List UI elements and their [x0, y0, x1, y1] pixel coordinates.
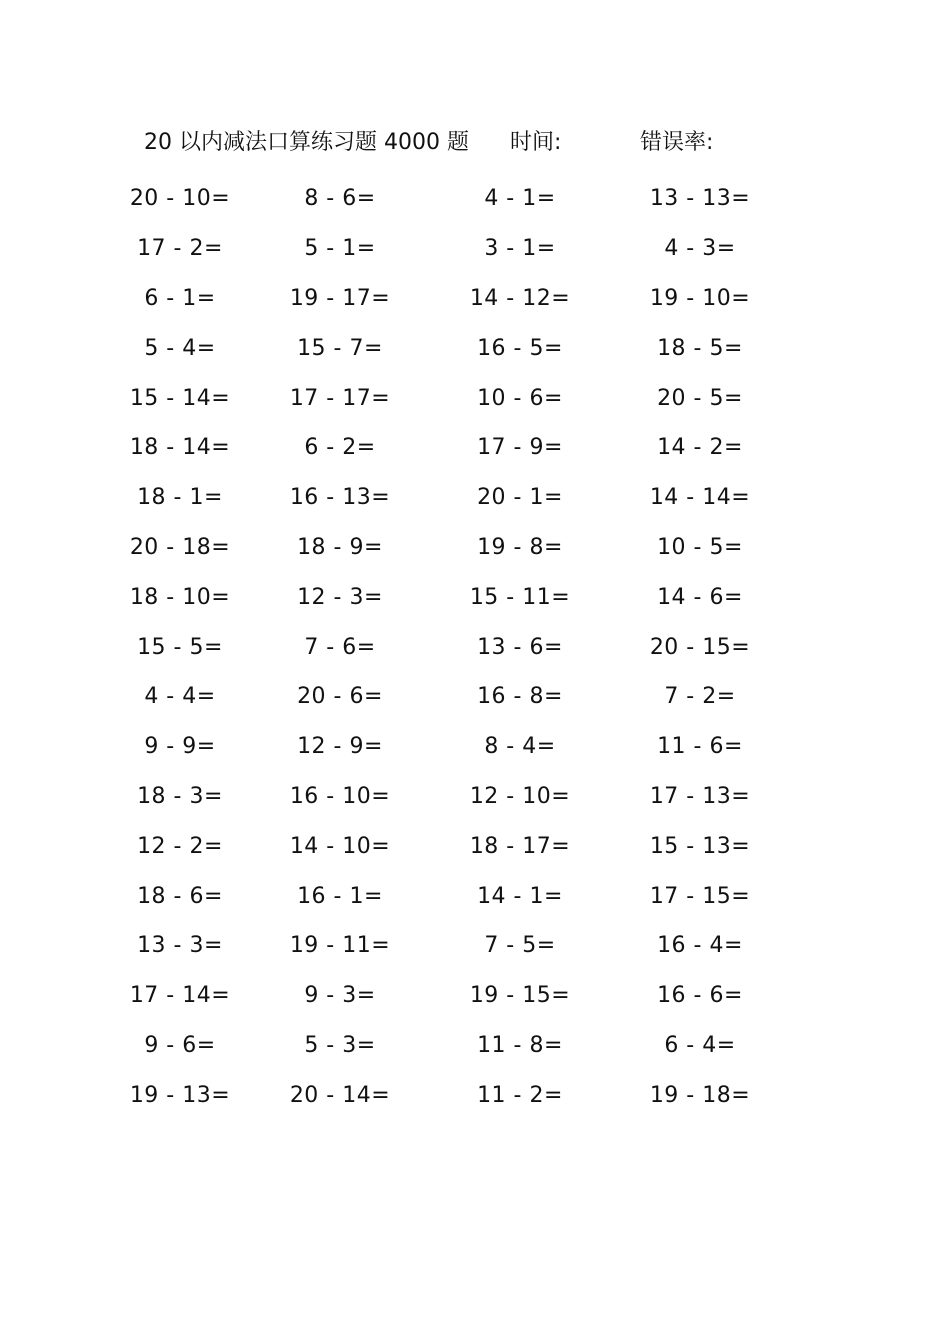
problem-item: 19 - 17= [289, 285, 391, 311]
problem-item: 11 - 8= [477, 1032, 563, 1058]
problem-item: 7 - 2= [664, 684, 736, 710]
problem-item: 8 - 4= [484, 734, 556, 760]
problem-item: 18 - 9= [297, 534, 383, 560]
problem-item: 7 - 6= [304, 634, 376, 660]
problem-item: 8 - 6= [304, 186, 376, 212]
problem-item: 15 - 5= [137, 634, 223, 660]
problem-item: 19 - 10= [649, 285, 751, 311]
problem-item: 20 - 6= [297, 684, 383, 710]
problem-row [110, 572, 830, 622]
problem-item: 17 - 17= [289, 385, 391, 411]
problem-item: 11 - 2= [477, 1082, 563, 1108]
problem-item: 17 - 9= [477, 435, 563, 461]
problem-item: 3 - 1= [484, 236, 556, 262]
problem-row [110, 672, 830, 722]
problem-row [110, 423, 830, 473]
problem-item: 13 - 6= [477, 634, 563, 660]
problem-item: 4 - 3= [664, 236, 736, 262]
problem-row [110, 871, 830, 921]
problem-item: 16 - 4= [657, 933, 743, 959]
problem-item: 18 - 3= [137, 783, 223, 809]
problem-item: 12 - 3= [297, 584, 383, 610]
problem-item: 4 - 4= [144, 684, 216, 710]
problem-item: 15 - 11= [469, 584, 571, 610]
problem-item: 18 - 14= [129, 435, 231, 461]
problem-row [110, 722, 830, 772]
problem-row [110, 622, 830, 672]
problem-item: 12 - 2= [137, 833, 223, 859]
problem-item: 20 - 10= [129, 186, 231, 212]
problem-row [110, 523, 830, 573]
problem-item: 6 - 1= [144, 285, 216, 311]
problem-item: 11 - 6= [657, 734, 743, 760]
problem-item: 9 - 3= [304, 983, 376, 1009]
problem-item: 18 - 10= [129, 584, 231, 610]
problem-item: 4 - 1= [484, 186, 556, 212]
problem-row [110, 174, 830, 224]
problem-item: 19 - 13= [129, 1082, 231, 1108]
problem-item: 7 - 5= [484, 933, 556, 959]
problem-row [110, 971, 830, 1021]
problem-item: 10 - 5= [657, 534, 743, 560]
problem-item: 15 - 14= [129, 385, 231, 411]
problem-item: 5 - 3= [304, 1032, 376, 1058]
problem-item: 17 - 14= [129, 983, 231, 1009]
time-label: 时间: [510, 130, 562, 155]
problem-row [110, 323, 830, 373]
problem-item: 19 - 11= [289, 933, 391, 959]
problem-item: 20 - 15= [649, 634, 751, 660]
problem-item: 18 - 1= [137, 485, 223, 511]
problem-item: 16 - 10= [289, 783, 391, 809]
problem-item: 16 - 6= [657, 983, 743, 1009]
problem-row [110, 921, 830, 971]
problem-item: 5 - 4= [144, 335, 216, 361]
problem-item: 16 - 8= [477, 684, 563, 710]
problem-row [110, 821, 830, 871]
problem-item: 14 - 10= [289, 833, 391, 859]
problem-item: 13 - 3= [137, 933, 223, 959]
problem-item: 20 - 14= [289, 1082, 391, 1108]
problem-item: 6 - 2= [304, 435, 376, 461]
problem-row [110, 1021, 830, 1071]
problem-row [110, 772, 830, 822]
problem-row [110, 1070, 830, 1120]
problem-item: 13 - 13= [649, 186, 751, 212]
problem-item: 14 - 12= [469, 285, 571, 311]
problem-item: 18 - 5= [657, 335, 743, 361]
worksheet-title: 20 以内减法口算练习题 4000 题 [144, 130, 469, 155]
problem-item: 17 - 13= [649, 783, 751, 809]
problem-item: 19 - 15= [469, 983, 571, 1009]
problem-item: 18 - 17= [469, 833, 571, 859]
error-rate-label: 错误率: [640, 130, 714, 155]
problem-item: 12 - 9= [297, 734, 383, 760]
problem-item: 10 - 6= [477, 385, 563, 411]
problem-item: 9 - 9= [144, 734, 216, 760]
problem-item: 14 - 14= [649, 485, 751, 511]
problem-row [110, 473, 830, 523]
problem-item: 5 - 1= [304, 236, 376, 262]
problem-item: 18 - 6= [137, 883, 223, 909]
problem-item: 16 - 13= [289, 485, 391, 511]
problem-row [110, 274, 830, 324]
problem-item: 19 - 8= [477, 534, 563, 560]
problem-item: 19 - 18= [649, 1082, 751, 1108]
problem-grid [110, 174, 830, 1120]
problem-item: 14 - 1= [477, 883, 563, 909]
problem-item: 9 - 6= [144, 1032, 216, 1058]
problem-item: 16 - 5= [477, 335, 563, 361]
problem-item: 12 - 10= [469, 783, 571, 809]
problem-item: 14 - 2= [657, 435, 743, 461]
problem-item: 15 - 7= [297, 335, 383, 361]
problem-item: 6 - 4= [664, 1032, 736, 1058]
problem-row [110, 224, 830, 274]
problem-item: 15 - 13= [649, 833, 751, 859]
problem-item: 20 - 18= [129, 534, 231, 560]
problem-item: 17 - 2= [137, 236, 223, 262]
problem-item: 20 - 5= [657, 385, 743, 411]
problem-item: 17 - 15= [649, 883, 751, 909]
problem-item: 14 - 6= [657, 584, 743, 610]
problem-row [110, 373, 830, 423]
problem-item: 20 - 1= [477, 485, 563, 511]
problem-item: 16 - 1= [297, 883, 383, 909]
